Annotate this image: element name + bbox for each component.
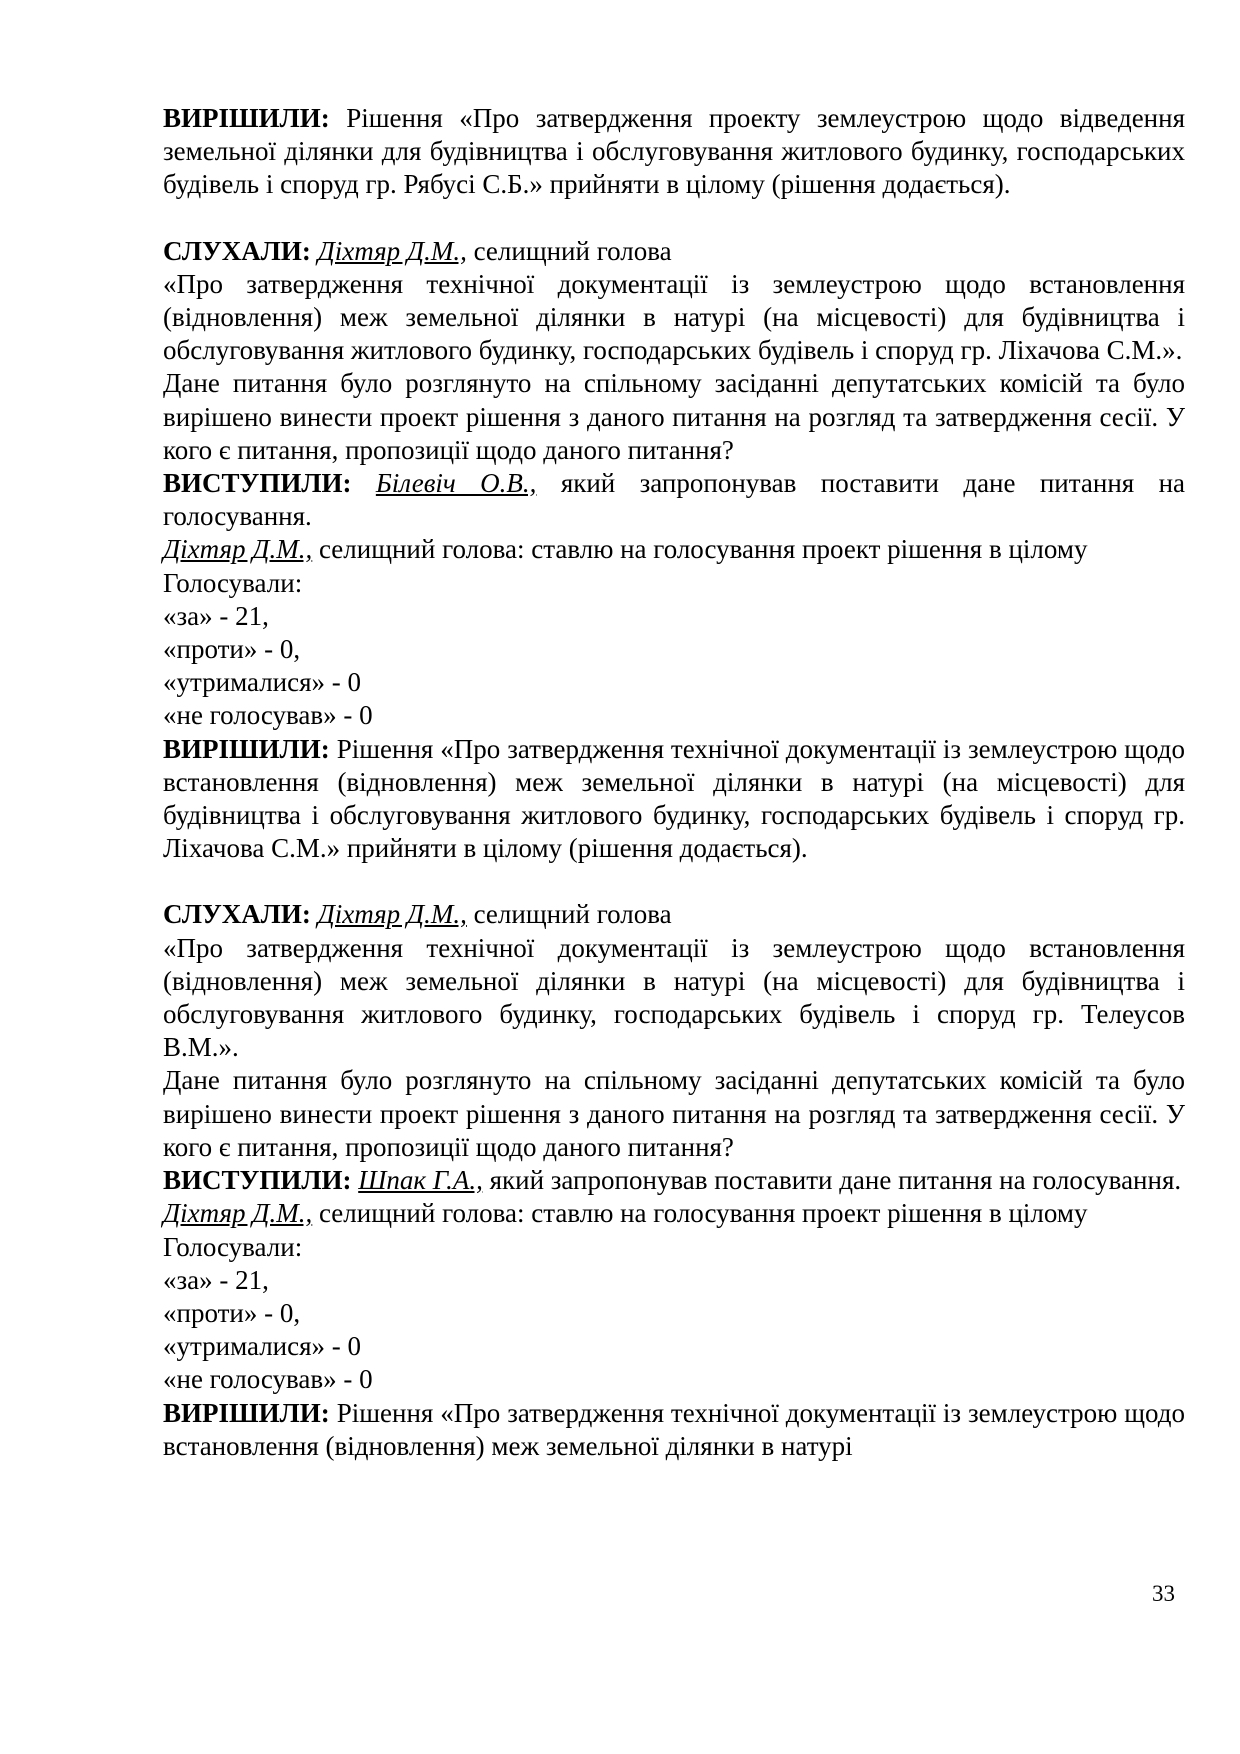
paragraph-gap [163, 202, 1185, 235]
vote-abstain: «утрималися» - 0 [163, 667, 362, 698]
speaker-role: селищний голова [466, 899, 672, 930]
decision-text: Рішення «Про затвердження проекту землеустрою щодо відведення земельної ділянки для будівництва і обслуговування житлового будинку, господарських будівель і споруд гр. Рябусі С.Б.» прийняти в цілому (рішення додається). [163, 103, 1185, 200]
speaker-name: Діхтяр Д.М., [317, 899, 467, 930]
spoke-paragraph [163, 1164, 1185, 1197]
speaker-role: селищний голова [466, 235, 672, 266]
spoke-label: ВИСТУПИЛИ: [163, 468, 352, 499]
decision-text: Рішення «Про затвердження технічної документації із землеустрою щодо встановлення (відновлення) меж земельної ділянки в натурі (на місцевості) для будівництва і обслуговування житлового будинку, господарських будівель і споруд гр. Ліхачова С.М.» прийняти в цілому (рішення додається). [163, 733, 1185, 864]
chair-text: селищний голова: ставлю на голосування проект рішення в цілому [312, 534, 1088, 565]
speaker2-name: Білевіч О.В., [375, 468, 537, 499]
decided-label: ВИРІШИЛИ: [163, 1397, 330, 1428]
chair-paragraph [163, 1197, 1185, 1230]
decision-text: Рішення «Про затвердження технічної документації із землеустрою щодо встановлення (відновлення) меж земельної ділянки в натурі [163, 1397, 1185, 1461]
heard-paragraph [163, 235, 1185, 268]
agenda-title: «Про затвердження технічної документації із землеустрою щодо встановлення (відновлення) меж земельної ділянки в натурі (на місцевості) для будівництва і обслуговування житлового будинку, господарських будівель і споруд гр. Телеусов В.М.». [163, 932, 1185, 1063]
decision-paragraph [163, 1397, 1185, 1463]
decided-label: ВИРІШИЛИ: [163, 733, 330, 764]
vote-not-voted: «не голосував» - 0 [163, 1364, 373, 1395]
voted-label: Голосували: [163, 1231, 303, 1262]
speaker2-text: який запропонував поставити дане питання на голосування. [163, 468, 1186, 532]
chair-name: Діхтяр Д.М., [163, 534, 313, 565]
paragraph-gap [163, 865, 1185, 898]
vote-against: «проти» - 0, [163, 634, 301, 665]
discussion-text: Дане питання було розглянуто на спільному засіданні депутатських комісій та було вирішено винести проект рішення з даного питання на розгляд та затвердження сесії. У кого є питання, пропозиції щодо даного питання? [163, 368, 1185, 465]
voted-label: Голосували: [163, 567, 303, 598]
decision-paragraph [163, 733, 1185, 866]
vote-against: «проти» - 0, [163, 1297, 301, 1328]
speaker2-name: Шпак Г.А., [358, 1165, 483, 1196]
vote-not-voted: «не голосував» - 0 [163, 700, 373, 731]
vote-abstain: «утрималися» - 0 [163, 1331, 362, 1362]
spoke-label: ВИСТУПИЛИ: [163, 1165, 352, 1196]
page-number: 33 [1152, 1581, 1175, 1606]
decision-paragraph [163, 102, 1185, 202]
discussion-text: Дане питання було розглянуто на спільному засіданні депутатських комісій та було вирішено винести проект рішення з даного питання на розгляд та затвердження сесії. У кого є питання, пропозиції щодо даного питання? [163, 1065, 1185, 1162]
document-page [163, 102, 1185, 1463]
heard-paragraph [163, 898, 1185, 931]
decided-label: ВИРІШИЛИ: [163, 103, 330, 133]
speaker2-text: який запропонував поставити дане питання на голосування. [482, 1165, 1182, 1196]
chair-text: селищний голова: ставлю на голосування проект рішення в цілому [312, 1198, 1088, 1229]
vote-for: «за» - 21, [163, 600, 269, 631]
chair-name: Діхтяр Д.М., [163, 1198, 313, 1229]
vote-for: «за» - 21, [163, 1264, 269, 1295]
heard-label: СЛУХАЛИ: [163, 899, 311, 930]
spoke-paragraph [163, 467, 1185, 533]
agenda-title: «Про затвердження технічної документації із землеустрою щодо встановлення (відновлення) меж земельної ділянки в натурі (на місцевості) для будівництва і обслуговування житлового будинку, господарських будівель і споруд гр. Ліхачова С.М.». [163, 268, 1185, 366]
speaker-name: Діхтяр Д.М., [317, 235, 467, 266]
chair-paragraph [163, 533, 1185, 566]
heard-label: СЛУХАЛИ: [163, 235, 311, 266]
